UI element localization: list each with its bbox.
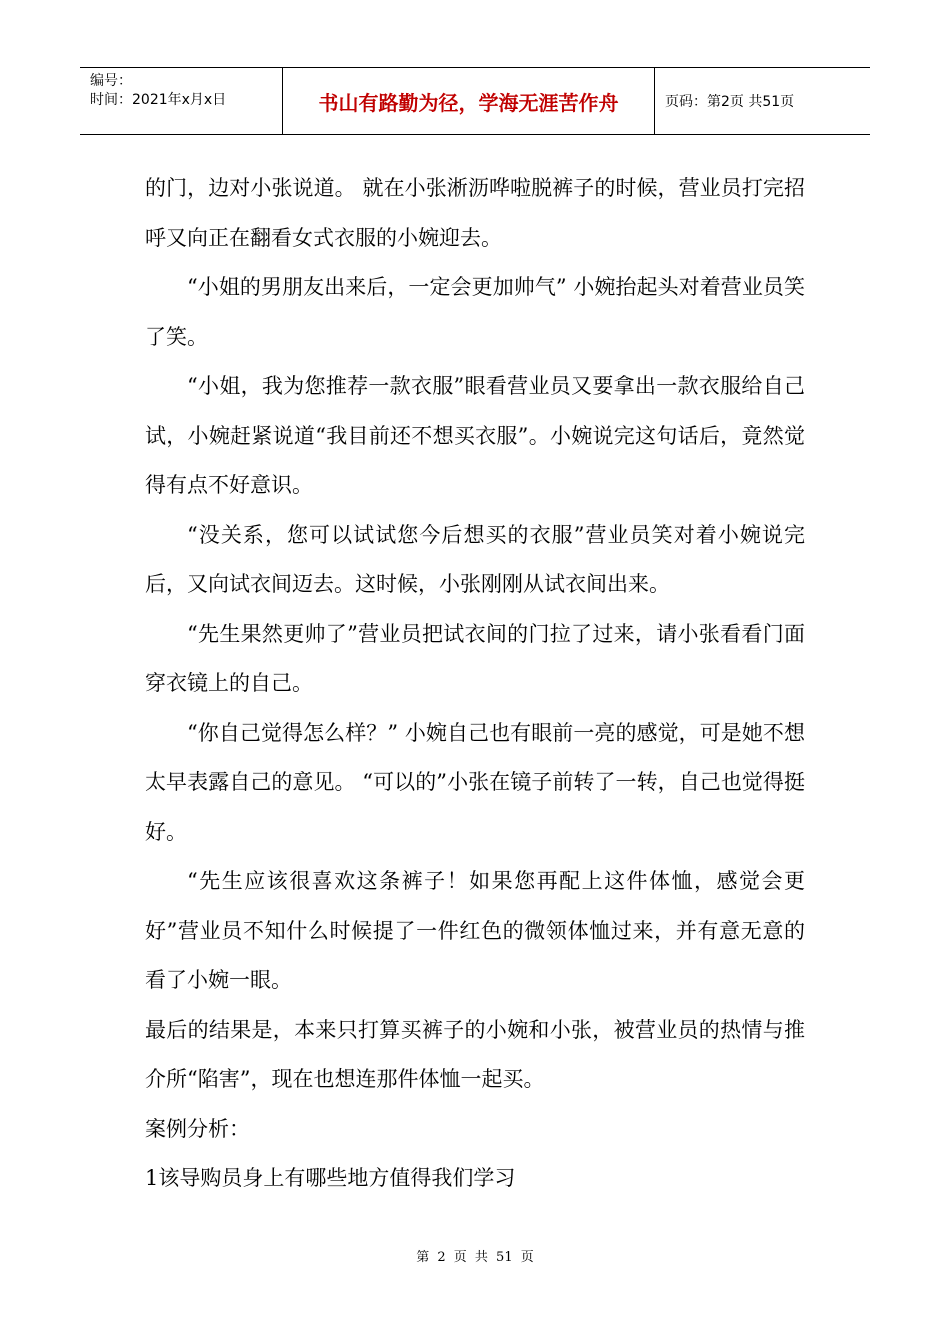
question-1: 1该导购员身上有哪些地方值得我们学习: [145, 1166, 516, 1190]
paragraph-7: “先生应该很喜欢这条裤子！如果您再配上这件体恤，感觉会更好”营业员不知什么时候提了一件红色的微领体恤过来，并有意无意的看了小婉一眼。: [145, 869, 805, 992]
document-header: [80, 67, 870, 135]
document-date: 时间：2021年x月x日: [90, 92, 227, 108]
document-number-label: 编号：: [90, 73, 132, 89]
paragraph-6: “你自己觉得怎么样？” 小婉自己也有眼前一亮的感觉，可是她不想太早表露自己的意见。 “可以的”小张在镜子前转了一转，自己也觉得挺好。: [145, 720, 805, 844]
page-footer: 第 2 页 共 51 页: [416, 1250, 534, 1265]
paragraph-3: “小姐，我为您推荐一款衣服”眼看营业员又要拿出一款衣服给自己试，小婉赶紧说道“我目前还不想买衣服”。小婉说完这句话后，竟然觉得有点不好意识。: [145, 374, 805, 497]
paragraph-8: 最后的结果是，本来只打算买裤子的小婉和小张，被营业员的热情与推介所“陷害”，现在也想连那件体恤一起买。: [145, 1017, 805, 1091]
header-page-info: 页码：第2页 共51页: [665, 94, 795, 110]
header-meta: [80, 68, 283, 134]
section-heading-case-analysis: 案例分析：: [145, 1116, 250, 1141]
paragraph-4: “没关系，您可以试试您今后想买的衣服”营业员笑对着小婉说完后，又向试衣间迈去。这时候，小张刚刚从试衣间出来。: [145, 522, 805, 596]
header-motto: 书山有路勤为径，学海无涯苦作舟: [283, 68, 655, 134]
document-body: [145, 164, 805, 1204]
paragraph-2: “小姐的男朋友出来后，一定会更加帅气” 小婉抬起头对着营业员笑了笑。: [145, 275, 805, 349]
paragraph-5: “先生果然更帅了”营业员把试衣间的门拉了过来，请小张看看门面穿衣镜上的自己。: [145, 621, 805, 695]
paragraph-1: 的门，边对小张说道。 就在小张淅沥哗啦脱裤子的时候，营业员打完招呼又向正在翻看女式衣服的小婉迎去。: [145, 176, 805, 250]
